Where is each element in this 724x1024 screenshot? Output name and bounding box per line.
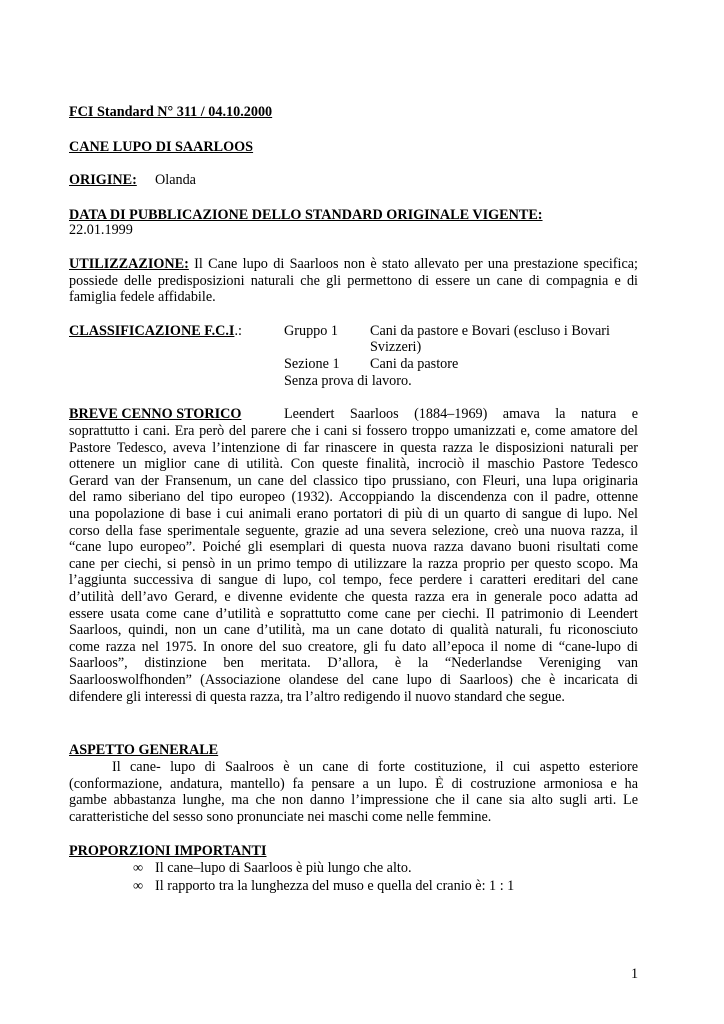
classification-group-value-cont: Svizzeri) (370, 339, 422, 355)
history-line: corso della fase sperimentale seguente, grazie ad una severa selezione, creò una nuova razza, il (69, 522, 638, 539)
history-line: Pastore Tedesco, aveva l’intenzione di far rinascere in questa razza le disposizioni naturali per (69, 439, 638, 456)
history-line: Saarloos, quindi, non un cane d’utilità, ma un cane dotato di qualità naturali, fu riconosciuto (69, 622, 638, 639)
history-line: come razza nel 1975. In onore del suo creatore, gli fu dato all’epoca il nome di “cane-lupo di (69, 638, 638, 655)
standard-header: FCI Standard N° 311 / 04.10.2000 (69, 104, 273, 120)
history-line: Saarlooswolfhonden” (Associazione olandese del cane lupo di Saarloos) che è incaricata di (69, 671, 638, 688)
history-line: difendere gli interessi di questa razza, tra l’altro redigendo il nuovo standard che segue. (69, 688, 565, 705)
history-line: ottenere un miglior cane di utilità. Con queste finalità, incrociò il maschio Pastore Tedesco (69, 456, 638, 473)
classification-group-label: Gruppo 1 (284, 323, 338, 339)
bullet-icon: ∞ (133, 860, 144, 876)
utilization-line: possiede delle predisposizioni naturali che gli permettono di essere un cane di compagnia e di (69, 272, 638, 289)
origin-value: Olanda (155, 172, 196, 188)
utilization-label: UTILIZZAZIONE: (69, 256, 189, 272)
history-line: l’aggiunta successiva di sangue di lupo, col tempo, fece perdere i caratteri ereditari del cane (69, 572, 638, 589)
classification-section-value: Cani da pastore (370, 356, 459, 372)
history-line: “cane lupo europeo”. Poiché gli esemplari di questa nuova razza davano buoni risultati come (69, 539, 638, 556)
history-body (69, 423, 638, 705)
classification-label: CLASSIFICAZIONE F.C.I (69, 323, 235, 339)
general-appearance-line: caratteristiche del sesso sono pronunciate nei maschi come nelle femmine. (69, 808, 492, 825)
history-label: BREVE CENNO STORICO (69, 406, 242, 422)
utilization-first-line-text: Il Cane lupo di Saarloos non è stato allevato per una prestazione specifica; (188, 256, 638, 272)
proportions-label: PROPORZIONI IMPORTANTI (69, 843, 267, 859)
utilization-line: famiglia fedele affidabile. (69, 289, 216, 306)
proportions-item: Il rapporto tra la lunghezza del muso e quella del cranio è: 1 : 1 (155, 878, 515, 894)
publication-label: DATA DI PUBBLICAZIONE DELLO STANDARD ORIGINALE VIGENTE: (69, 207, 543, 223)
history-line: Gerard van der Fransenum, un cane del classico tipo prussiano, con Fleuri, una lupa originaria (69, 472, 638, 489)
general-appearance-line: gambe abbastanza lunghe, ma che non danno l’impressione che il cane sia alto sugli arti. Le (69, 792, 638, 809)
classification-group-value: Cani da pastore e Bovari (escluso i Bovari (370, 323, 610, 339)
general-appearance-body (69, 759, 638, 825)
history-first-line: Leendert Saarloos (1884–1969) amava la natura e (284, 406, 638, 422)
history-line: cane per ciechi, si pensò in un primo tempo di utilizzare la razza proprio per questo scopo. Ma (69, 555, 638, 572)
page-number: 1 (631, 966, 639, 982)
classification-trial: Senza prova di lavoro. (284, 373, 412, 389)
history-line: del ramo siberiano del tipo europeo (1932). Accoppiando la discendenza con il padre, ottenne (69, 489, 638, 506)
bullet-icon: ∞ (133, 878, 144, 894)
classification-section-label: Sezione 1 (284, 356, 340, 372)
classification-label-suffix: .: (234, 323, 242, 339)
general-appearance-line: Il cane- lupo di Saalroos è un cane di forte costituzione, il cui aspetto esteriore (112, 759, 638, 775)
history-line: una popolazione di base i cui animali erano portatori di più di un quarto di sangue di lupo. Nel (69, 505, 638, 522)
classification-label-row (69, 323, 242, 340)
history-line: d’utilità dell’avo Gerard, e divenne evidente che questa razza era in generale poco adatta ad (69, 588, 638, 605)
publication-value: 22.01.1999 (69, 222, 133, 238)
proportions-item: Il cane–lupo di Saarloos è più lungo che alto. (155, 860, 412, 876)
general-appearance-label: ASPETTO GENERALE (69, 742, 219, 758)
history-line: Saarloos”, distinzione ben meritata. D’allora, è la “Nederlandse Vereniging van (69, 655, 638, 672)
origin-label: ORIGINE: (69, 172, 137, 188)
utilization-section (69, 256, 638, 306)
general-appearance-line: (conformazione, andatura, mantello) fa pensare a un lupo. È di costruzione armoniosa e ha (69, 775, 638, 792)
history-line: soprattutto i cani. Era però del parere che i cani si fossero troppo umanizzati e, come amatore del (69, 423, 638, 439)
breed-name: CANE LUPO DI SAARLOOS (69, 139, 254, 155)
history-line: essere usata come cane d’utilità e soprattutto come cane per ciechi. Il patrimonio di Leendert (69, 605, 638, 622)
utilization-first-line (69, 256, 638, 273)
